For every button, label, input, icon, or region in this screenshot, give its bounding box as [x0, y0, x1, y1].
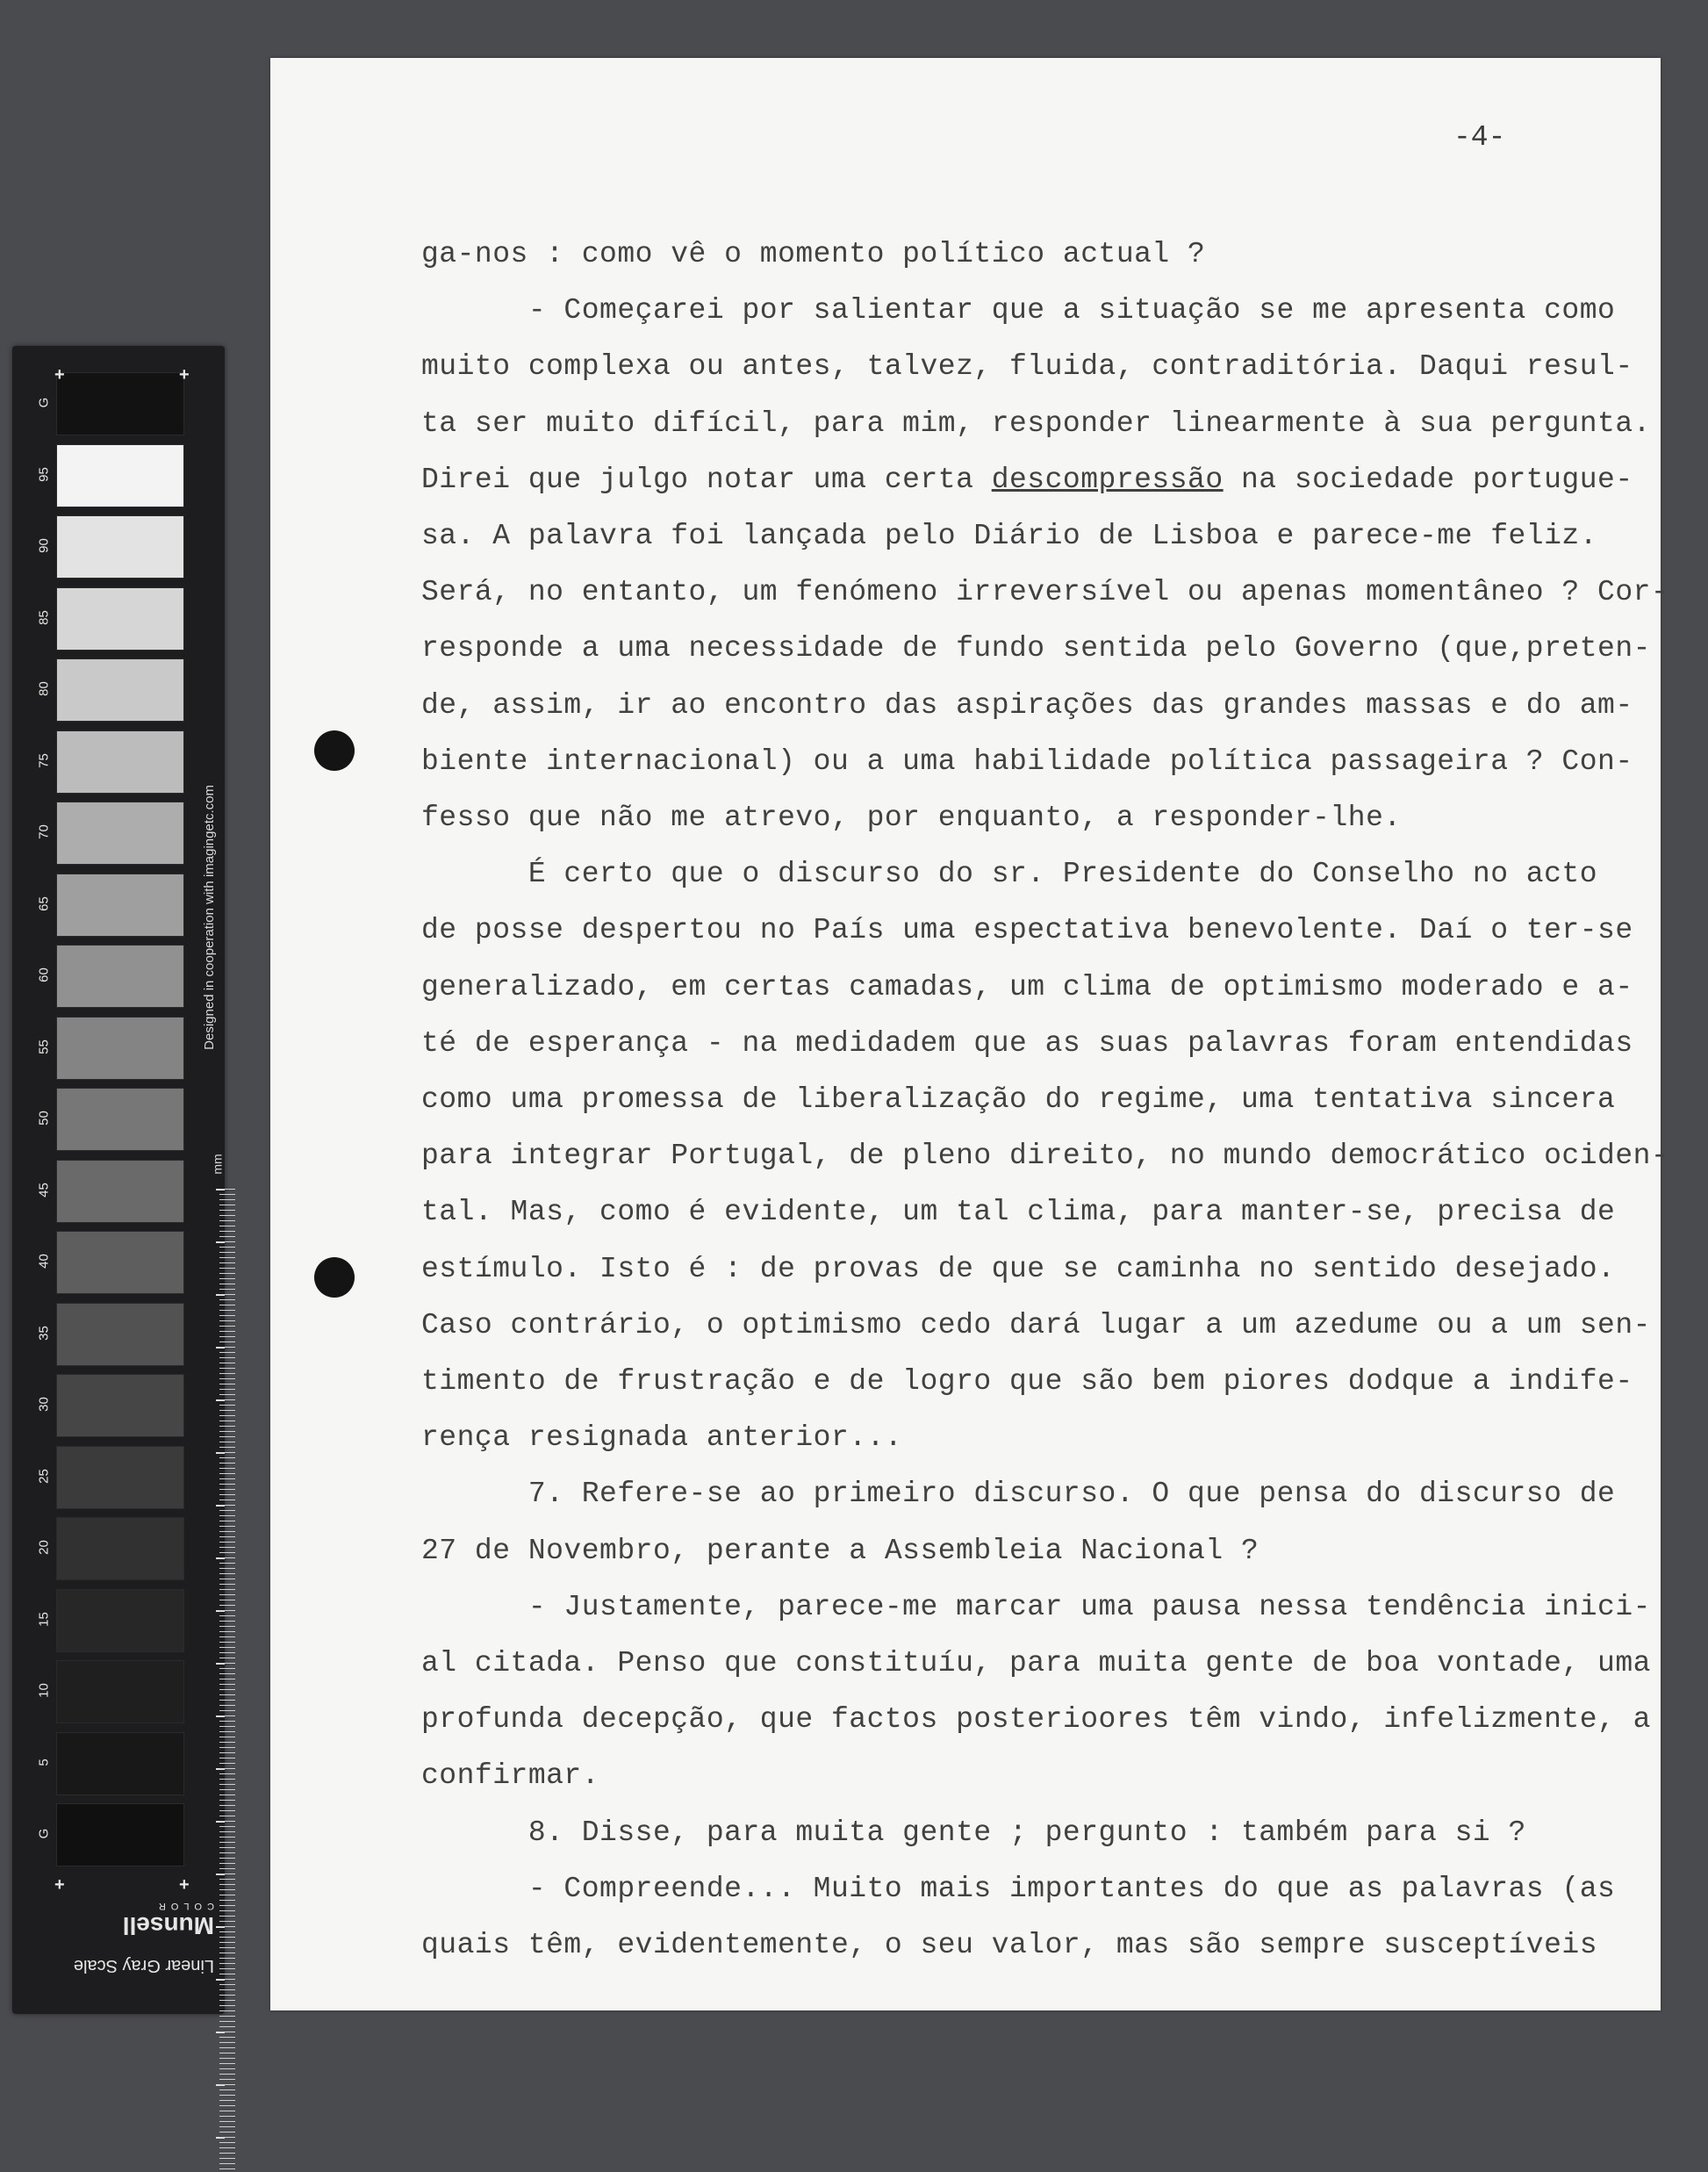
- gray-patch-label: 40: [36, 1254, 52, 1269]
- text-line: estímulo. Isto é : de provas de que se caminha no sentido desejado.: [421, 1252, 1616, 1285]
- gray-patch: [56, 1303, 184, 1366]
- gray-patch-label: G: [36, 397, 52, 408]
- gray-patch-label: 20: [36, 1540, 52, 1555]
- text-line: - Compreende... Muito mais importantes do que as palavras (as: [421, 1872, 1616, 1905]
- gray-patch-label: 5: [36, 1758, 52, 1766]
- gray-patch-label: 30: [36, 1397, 52, 1412]
- gray-patch-label: 50: [36, 1111, 52, 1126]
- text-line: de, assim, ir ao encontro das aspirações das grandes massas e do am-: [421, 688, 1633, 722]
- text-line: al citada. Penso que constituíu, para muita gente de boa vontade, uma: [421, 1647, 1651, 1680]
- text-line: [421, 452, 1633, 508]
- gray-patch-label: 65: [36, 895, 52, 911]
- card-brand: Munsell: [122, 1912, 214, 1939]
- gray-patch: [56, 515, 184, 579]
- text-line: Será, no entanto, um fenómeno irreversível ou apenas momentâneo ? Cor-: [421, 576, 1669, 609]
- typed-text: [421, 227, 1669, 1974]
- gray-patch-label: 70: [36, 824, 52, 839]
- plus-mark: +: [179, 1875, 190, 1895]
- card-brand-sub: COLOR: [153, 1901, 214, 1911]
- gray-patch: [56, 1660, 184, 1723]
- text-line: como uma promessa de liberalização do regime, uma tentativa sincera: [421, 1083, 1616, 1117]
- gray-patch: [56, 1374, 184, 1437]
- text-line: té de esperança - na medidadem que as suas palavras foram entendidas: [421, 1026, 1633, 1060]
- ruler-unit-label: mm: [210, 1154, 225, 1175]
- text-line: - Começarei por salientar que a situação se me apresenta como: [421, 294, 1616, 327]
- text-line: generalizado, em certas camadas, um clima de optimismo moderado e a-: [421, 970, 1633, 1003]
- gray-patch: [56, 802, 184, 865]
- plus-mark: +: [179, 365, 190, 385]
- text-line: rença resignada anterior...: [421, 1421, 903, 1455]
- gray-patch: [56, 874, 184, 937]
- gray-patch-label: 90: [36, 538, 52, 553]
- text-line: para integrar Portugal, de pleno direito, no mundo democrático ociden-: [421, 1140, 1669, 1173]
- gray-patch: [56, 1732, 184, 1795]
- gray-patch-label: 80: [36, 681, 52, 696]
- text-line: quais têm, evidentemente, o seu valor, mas são sempre susceptíveis: [421, 1929, 1598, 1962]
- gray-patch: [56, 945, 184, 1008]
- text-line: timento de frustração e de logro que são bem piores dodque a indife-: [421, 1365, 1633, 1399]
- gray-patch: [56, 587, 184, 651]
- text-line: 27 de Novembro, perante a Assembleia Nacional ?: [421, 1534, 1259, 1567]
- text-line: ga-nos : como vê o momento político actual ?: [421, 238, 1206, 270]
- text-line: fesso que não me atrevo, por enquanto, a responder-lhe.: [421, 802, 1402, 835]
- gray-patch-label: G: [36, 1828, 52, 1839]
- card-footer: [47, 1891, 214, 1996]
- gray-patch: [56, 1017, 184, 1080]
- gray-patch: [56, 1446, 184, 1509]
- plus-mark: +: [54, 365, 65, 385]
- card-credit-text: Designed in cooperation with imagingetc.com: [202, 785, 217, 1050]
- gray-patch-label: 15: [36, 1611, 52, 1627]
- gray-patch: [56, 372, 184, 435]
- text-line: - Justamente, parece-me marcar uma pausa nessa tendência inici-: [421, 1590, 1651, 1623]
- text-line: É certo que o discurso do sr. Presidente do Conselho no acto: [421, 858, 1598, 891]
- gray-patch-label: 85: [36, 609, 52, 625]
- text-line: de posse despertou no País uma espectativa benevolente. Daí o ter-se: [421, 914, 1633, 947]
- gray-patch: [56, 1803, 184, 1866]
- gray-patch: [56, 1517, 184, 1580]
- gray-patch-label: 75: [36, 752, 52, 768]
- text-line: confirmar.: [421, 1759, 600, 1793]
- gray-patch-label: 95: [36, 466, 52, 482]
- gray-patch-label: 45: [36, 1182, 52, 1197]
- gray-patch: [56, 730, 184, 794]
- gray-patch-label: 55: [36, 1039, 52, 1054]
- gray-patch: [56, 444, 184, 507]
- gray-scale-card: [12, 346, 225, 2014]
- text-line-end: na sociedade portugue-: [1223, 463, 1633, 496]
- gray-patch: [56, 1088, 184, 1151]
- gray-patch: [56, 658, 184, 722]
- text-line-start: Direi que julgo notar uma certa: [421, 463, 992, 496]
- gray-patch-label: 60: [36, 967, 52, 982]
- text-line: sa. A palavra foi lançada pelo Diário de Lisboa e parece-me feliz.: [421, 520, 1598, 553]
- text-line: biente internacional) ou a uma habilidade política passageira ? Con-: [421, 744, 1633, 778]
- punch-hole: [314, 1257, 355, 1298]
- text-line: tal. Mas, como é evidente, um tal clima, para manter-se, precisa de: [421, 1196, 1616, 1229]
- text-line: ta ser muito difícil, para mim, responder linearmente à sua pergunta.: [421, 406, 1651, 440]
- plus-mark: +: [54, 1875, 65, 1895]
- gray-patch-label: 10: [36, 1683, 52, 1698]
- gray-patch-label: 35: [36, 1325, 52, 1341]
- text-line: muito complexa ou antes, talvez, fluida, contraditória. Daqui resul-: [421, 350, 1633, 384]
- gray-patch: [56, 1231, 184, 1294]
- text-line: profunda decepção, que factos posterioores têm vindo, infelizmente, a: [421, 1703, 1651, 1737]
- card-title: Linear Gray Scale: [73, 1956, 214, 1975]
- underlined-word: descompressão: [991, 463, 1224, 496]
- gray-patch: [56, 1160, 184, 1223]
- gray-patch: [56, 1589, 184, 1652]
- page-number: -4-: [1453, 121, 1506, 154]
- text-line: 7. Refere-se ao primeiro discurso. O que pensa do discurso de: [421, 1478, 1616, 1511]
- text-line: responde a uma necessidade de fundo sentida pelo Governo (que,preten-: [421, 632, 1651, 665]
- punch-hole: [314, 730, 355, 771]
- gray-patch-label: 25: [36, 1468, 52, 1484]
- text-line: 8. Disse, para muita gente ; pergunto : também para si ?: [421, 1816, 1526, 1849]
- text-line: Caso contrário, o optimismo cedo dará lugar a um azedume ou a um sen-: [421, 1308, 1651, 1341]
- ruler: [219, 1189, 235, 2172]
